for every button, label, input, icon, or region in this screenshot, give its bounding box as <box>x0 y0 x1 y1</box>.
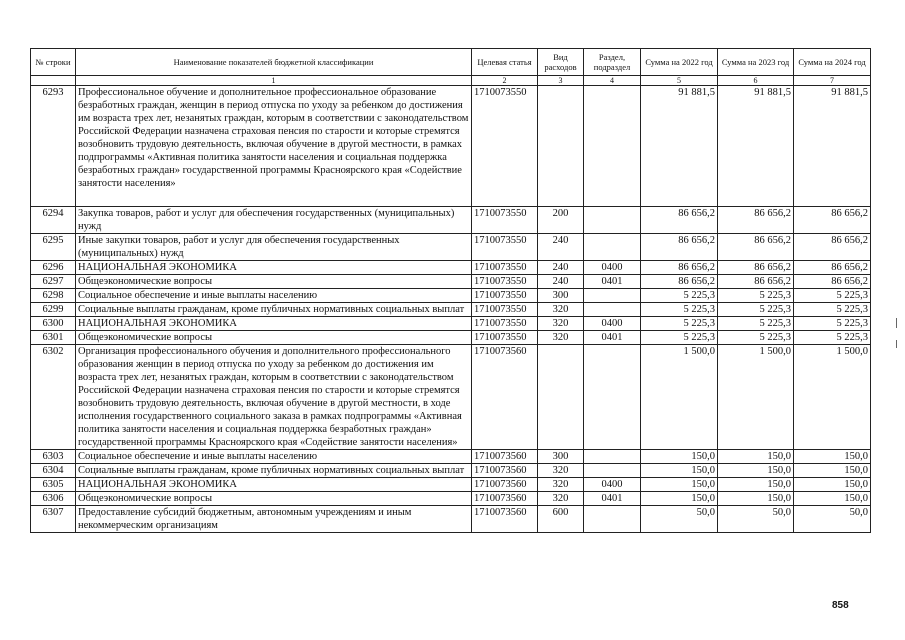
header-row <box>31 49 871 76</box>
table-row <box>31 207 871 234</box>
row-sum-2023: 150,0 <box>718 492 794 506</box>
row-kind <box>538 86 584 207</box>
header-kind: Вид расходов <box>538 49 584 76</box>
row-number: 6300 <box>31 317 76 331</box>
row-sum-2022: 50,0 <box>641 506 718 533</box>
row-kind: 320 <box>538 331 584 345</box>
row-section <box>584 450 641 464</box>
col-number: 7 <box>794 76 871 86</box>
row-name: Социальное обеспечение и иные выплаты населению <box>76 289 472 303</box>
row-number: 6304 <box>31 464 76 478</box>
scan-mark <box>896 318 897 328</box>
row-name: Социальные выплаты гражданам, кроме публичных нормативных социальных выплат <box>76 303 472 317</box>
row-target: 1710073550 <box>472 331 538 345</box>
row-target: 1710073560 <box>472 450 538 464</box>
row-sum-2023: 150,0 <box>718 450 794 464</box>
row-target: 1710073560 <box>472 506 538 533</box>
row-target: 1710073550 <box>472 234 538 261</box>
row-target: 1710073550 <box>472 86 538 207</box>
row-number: 6301 <box>31 331 76 345</box>
row-section <box>584 234 641 261</box>
row-section: 0401 <box>584 275 641 289</box>
row-kind: 200 <box>538 207 584 234</box>
row-section: 0400 <box>584 478 641 492</box>
row-kind: 320 <box>538 464 584 478</box>
row-sum-2022: 5 225,3 <box>641 331 718 345</box>
table-row <box>31 234 871 261</box>
row-target: 1710073550 <box>472 303 538 317</box>
row-name: Общеэкономические вопросы <box>76 331 472 345</box>
row-target: 1710073550 <box>472 275 538 289</box>
row-sum-2023: 50,0 <box>718 506 794 533</box>
row-target: 1710073560 <box>472 345 538 450</box>
row-sum-2023: 86 656,2 <box>718 207 794 234</box>
row-sum-2022: 86 656,2 <box>641 275 718 289</box>
row-name: Социальное обеспечение и иные выплаты населению <box>76 450 472 464</box>
row-target: 1710073550 <box>472 207 538 234</box>
row-sum-2024: 50,0 <box>794 506 871 533</box>
row-sum-2023: 150,0 <box>718 464 794 478</box>
page-number: 858 <box>832 600 849 611</box>
row-number: 6302 <box>31 345 76 450</box>
row-sum-2024: 86 656,2 <box>794 275 871 289</box>
row-sum-2023: 86 656,2 <box>718 234 794 261</box>
row-sum-2022: 150,0 <box>641 478 718 492</box>
row-sum-2023: 86 656,2 <box>718 261 794 275</box>
row-target: 1710073550 <box>472 261 538 275</box>
row-number: 6295 <box>31 234 76 261</box>
row-target: 1710073550 <box>472 289 538 303</box>
row-kind: 320 <box>538 303 584 317</box>
row-sum-2023: 5 225,3 <box>718 317 794 331</box>
row-name: Иные закупки товаров, работ и услуг для обеспечения государственных (муниципальных) нужд <box>76 234 472 261</box>
row-sum-2023: 5 225,3 <box>718 331 794 345</box>
row-sum-2024: 5 225,3 <box>794 317 871 331</box>
row-name: Организация профессионального обучения и дополнительного профессионального образования женщин в период отпуска по уходу за ребенком до достижения им возраста трех лет, незанятых граждан, которым в соответствии с законодательством Российской Федерации назначена страховая пенсия по старости и которые стремятся возобновить трудовую деятельность, включая обучение в другой местности, в ходе исполнения государственного социального заказа в рамках подпрограммы «Активная политика занятости населения и социальная поддержка безработных граждан» государственной программы Красноярского края «Содействие занятости населения» <box>76 345 472 450</box>
row-sum-2024: 86 656,2 <box>794 261 871 275</box>
row-name: Профессиональное обучение и дополнительное профессиональное образование безработных граждан, женщин в период отпуска по уходу за ребенком до достижения им возраста трех лет, незанятых граждан, которым в соответствии с законодательством Российской Федерации назначена страховая пенсия по старости и которые стремятся возобновить трудовую деятельность, включая обучение в другой местности, в рамках подпрограммы «Активная политика занятости населения и социальная поддержка безработных граждан» государственной программы Красноярского края «Содействие занятости населения» <box>76 86 472 207</box>
table-row <box>31 450 871 464</box>
table-row <box>31 86 871 207</box>
row-section <box>584 207 641 234</box>
table-row <box>31 289 871 303</box>
row-section <box>584 86 641 207</box>
col-number: 3 <box>538 76 584 86</box>
row-sum-2023: 5 225,3 <box>718 289 794 303</box>
row-target: 1710073560 <box>472 478 538 492</box>
row-number: 6293 <box>31 86 76 207</box>
col-number: 2 <box>472 76 538 86</box>
header-sum-2023: Сумма на 2023 год <box>718 49 794 76</box>
table-row <box>31 506 871 533</box>
table-row <box>31 303 871 317</box>
row-name: НАЦИОНАЛЬНАЯ ЭКОНОМИКА <box>76 261 472 275</box>
row-sum-2022: 5 225,3 <box>641 303 718 317</box>
row-name: Общеэкономические вопросы <box>76 275 472 289</box>
col-number: 5 <box>641 76 718 86</box>
row-section: 0400 <box>584 317 641 331</box>
row-number: 6307 <box>31 506 76 533</box>
row-target: 1710073550 <box>472 317 538 331</box>
row-sum-2023: 150,0 <box>718 478 794 492</box>
row-sum-2024: 91 881,5 <box>794 86 871 207</box>
row-sum-2022: 86 656,2 <box>641 234 718 261</box>
row-sum-2024: 86 656,2 <box>794 234 871 261</box>
row-name: Предоставление субсидий бюджетным, автономным учреждениям и иным некоммерческим организациям <box>76 506 472 533</box>
header-sum-2022: Сумма на 2022 год <box>641 49 718 76</box>
row-sum-2023: 1 500,0 <box>718 345 794 450</box>
row-sum-2024: 5 225,3 <box>794 303 871 317</box>
row-name: Общеэкономические вопросы <box>76 492 472 506</box>
row-sum-2022: 5 225,3 <box>641 289 718 303</box>
row-sum-2022: 150,0 <box>641 492 718 506</box>
budget-table <box>30 48 871 533</box>
row-section <box>584 464 641 478</box>
row-sum-2024: 150,0 <box>794 478 871 492</box>
row-sum-2024: 150,0 <box>794 464 871 478</box>
row-sum-2022: 150,0 <box>641 464 718 478</box>
row-kind: 240 <box>538 275 584 289</box>
table-row <box>31 478 871 492</box>
scan-mark <box>896 340 897 348</box>
row-sum-2022: 86 656,2 <box>641 261 718 275</box>
row-target: 1710073560 <box>472 464 538 478</box>
header-row-no: № строки <box>31 49 76 76</box>
row-target: 1710073560 <box>472 492 538 506</box>
row-number: 6294 <box>31 207 76 234</box>
row-kind: 320 <box>538 317 584 331</box>
row-sum-2023: 86 656,2 <box>718 275 794 289</box>
row-number: 6299 <box>31 303 76 317</box>
row-kind: 300 <box>538 450 584 464</box>
table-row <box>31 345 871 450</box>
row-kind: 600 <box>538 506 584 533</box>
row-section <box>584 506 641 533</box>
row-number: 6303 <box>31 450 76 464</box>
row-sum-2022: 91 881,5 <box>641 86 718 207</box>
col-number: 6 <box>718 76 794 86</box>
row-name: Социальные выплаты гражданам, кроме публичных нормативных социальных выплат <box>76 464 472 478</box>
row-sum-2024: 150,0 <box>794 450 871 464</box>
col-number: 1 <box>76 76 472 86</box>
row-sum-2024: 5 225,3 <box>794 331 871 345</box>
row-sum-2023: 5 225,3 <box>718 303 794 317</box>
row-section: 0401 <box>584 492 641 506</box>
row-sum-2024: 5 225,3 <box>794 289 871 303</box>
row-sum-2022: 150,0 <box>641 450 718 464</box>
row-sum-2022: 86 656,2 <box>641 207 718 234</box>
row-sum-2024: 150,0 <box>794 492 871 506</box>
row-number: 6306 <box>31 492 76 506</box>
table-row <box>31 492 871 506</box>
table-row <box>31 261 871 275</box>
row-kind: 320 <box>538 478 584 492</box>
row-section: 0401 <box>584 331 641 345</box>
table-row <box>31 464 871 478</box>
header-name: Наименование показателей бюджетной классификации <box>76 49 472 76</box>
row-sum-2024: 1 500,0 <box>794 345 871 450</box>
row-section <box>584 303 641 317</box>
row-name: НАЦИОНАЛЬНАЯ ЭКОНОМИКА <box>76 478 472 492</box>
row-section <box>584 289 641 303</box>
row-number: 6297 <box>31 275 76 289</box>
row-section <box>584 345 641 450</box>
table-row <box>31 317 871 331</box>
row-kind <box>538 345 584 450</box>
row-name: Закупка товаров, работ и услуг для обеспечения государственных (муниципальных) нужд <box>76 207 472 234</box>
row-name: НАЦИОНАЛЬНАЯ ЭКОНОМИКА <box>76 317 472 331</box>
table-row <box>31 331 871 345</box>
table-row <box>31 275 871 289</box>
row-number: 6298 <box>31 289 76 303</box>
row-sum-2023: 91 881,5 <box>718 86 794 207</box>
row-kind: 300 <box>538 289 584 303</box>
row-sum-2022: 5 225,3 <box>641 317 718 331</box>
header-sum-2024: Сумма на 2024 год <box>794 49 871 76</box>
row-kind: 240 <box>538 261 584 275</box>
row-section: 0400 <box>584 261 641 275</box>
column-number-row <box>31 76 871 86</box>
header-section: Раздел, подраздел <box>584 49 641 76</box>
row-kind: 240 <box>538 234 584 261</box>
row-kind: 320 <box>538 492 584 506</box>
row-sum-2022: 1 500,0 <box>641 345 718 450</box>
row-number: 6296 <box>31 261 76 275</box>
col-number <box>31 76 76 86</box>
header-target: Целевая статья <box>472 49 538 76</box>
row-sum-2024: 86 656,2 <box>794 207 871 234</box>
row-number: 6305 <box>31 478 76 492</box>
col-number: 4 <box>584 76 641 86</box>
